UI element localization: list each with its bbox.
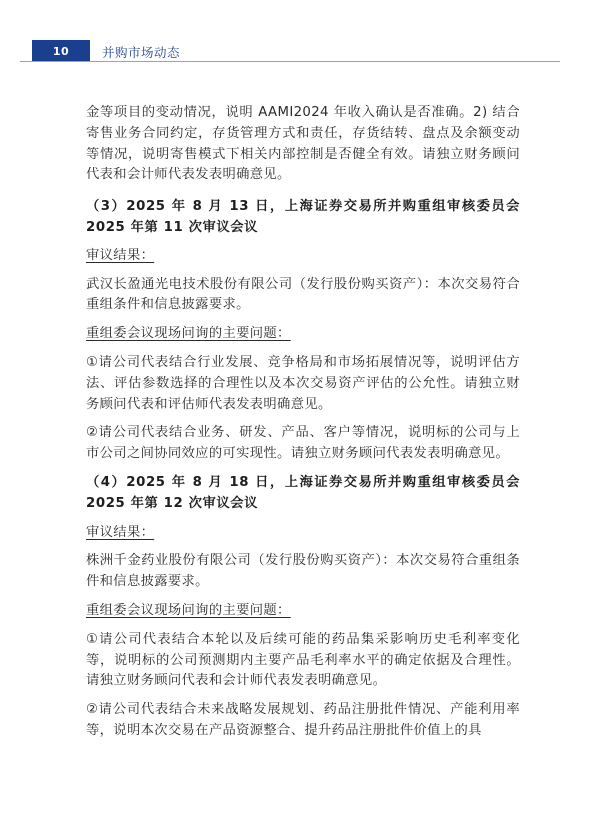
question-item: ②请公司代表结合未来战略发展规划、药品注册批件情况、产能利用率等，说明本次交易在产品资源整合、提升药品注册批件价值上的具 <box>86 702 520 738</box>
header-divider <box>20 61 560 62</box>
document-body <box>86 103 520 742</box>
review-result-text: 株洲千金药业股份有限公司（发行股份购买资产）：本次交易符合重组条件和信息披露要求。 <box>86 553 520 590</box>
meeting-heading-4: （4）2025 年 8 月 18 日，上海证券交易所并购重组审核委员会 2025 年第 12 次审议会议 <box>86 474 520 511</box>
main-questions-label: 重组委会议现场问询的主要问题： <box>86 602 291 618</box>
question-item: ①请公司代表结合本轮以及后续可能的药品集采影响历史毛利率变化等，说明标的公司预测期内主要产品毛利率水平的确定依据及合理性。请独立财务顾问代表和会计师代表发表明确意见。 <box>86 631 520 689</box>
review-result-label: 审议结果： <box>86 247 155 263</box>
question-item: ①请公司代表结合行业发展、竞争格局和市场拓展情况等，说明评估方法、评估参数选择的合理性以及本次交易资产评估的公允性。请独立财务顾问代表和评估师代表发表明确意见。 <box>86 354 520 412</box>
question-item: ②请公司代表结合业务、研发、产品、客户等情况，说明标的公司与上市公司之间协同效应的可实现性。请独立财务顾问代表发表明确意见。 <box>86 425 520 462</box>
page-number-badge: 10 <box>32 40 90 62</box>
section-title: 并购市场动态 <box>102 45 181 60</box>
review-result-label: 审议结果： <box>86 524 155 540</box>
meeting-heading-3: （3）2025 年 8 月 13 日，上海证券交易所并购重组审核委员会 2025 年第 11 次审议会议 <box>86 199 520 235</box>
review-result-text: 武汉长盈通光电技术股份有限公司（发行股份购买资产）：本次交易符合重组条件和信息披露要求。 <box>86 276 520 313</box>
paragraph-continued-text: 金等项目的变动情况，说明 AAMI2024 年收入确认是否准确。2) 结合寄售业务合同约定，存货管理方式和责任，存货结转、盘点及余额变动等情况，说明寄售模式下相关内部控制是否健全有效。请独立财务顾问代表和会计师代表发表明确意见。 <box>86 105 520 183</box>
page-header <box>20 40 560 64</box>
main-questions-label: 重组委会议现场问询的主要问题： <box>86 326 291 342</box>
